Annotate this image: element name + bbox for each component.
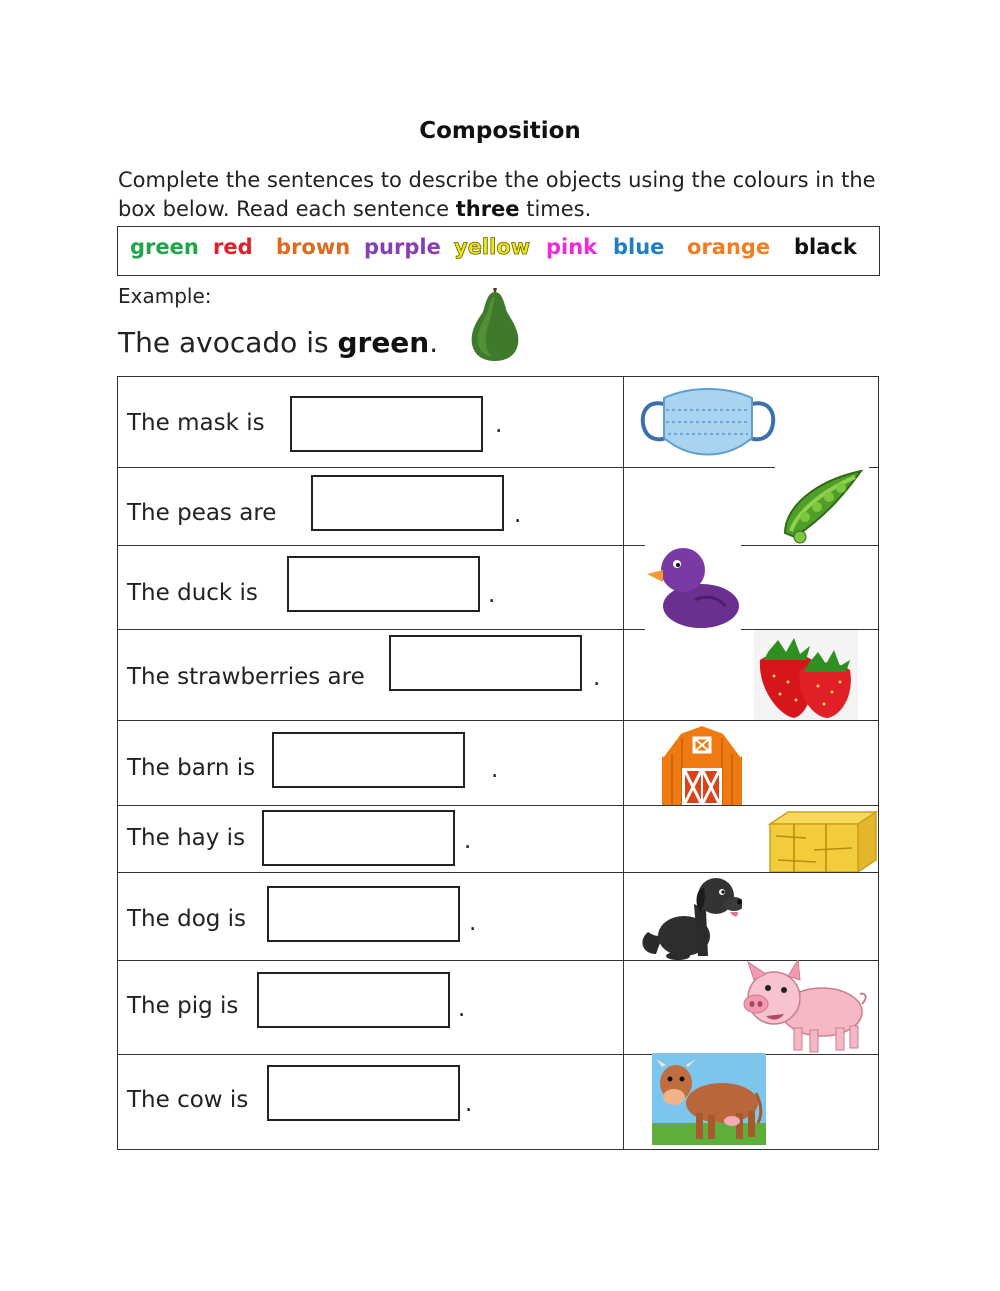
colour-word-black[interactable]: black [794, 235, 857, 259]
answer-box-pig[interactable] [257, 972, 450, 1028]
orange-barn-icon [660, 724, 744, 805]
period: . [469, 910, 477, 936]
row-mask-text: The mask is [127, 410, 265, 436]
colour-word-green[interactable]: green [130, 235, 199, 259]
colour-word-blue[interactable]: blue [613, 235, 665, 259]
row-hay-text: The hay is [127, 825, 246, 851]
period: . [495, 412, 503, 438]
row-peas-text: The peas are [127, 500, 277, 526]
row-strawberries-text: The strawberries are [127, 664, 365, 690]
answer-box-cow[interactable] [267, 1065, 460, 1121]
row-cow-text: The cow is [127, 1087, 249, 1113]
example-period: . [429, 326, 439, 359]
answer-box-strawberries[interactable] [389, 635, 582, 691]
period: . [488, 582, 496, 608]
pea-pod-icon [775, 467, 869, 545]
answer-box-peas[interactable] [311, 475, 504, 531]
colour-word-brown[interactable]: brown [276, 235, 351, 259]
row-pig-text: The pig is [127, 993, 239, 1019]
period: . [514, 502, 522, 528]
instructions-bold: three [455, 197, 520, 221]
period: . [458, 996, 466, 1022]
page-title: Composition [419, 118, 581, 144]
colour-word-yellow[interactable]: yellow [454, 235, 531, 259]
example-answer: green [337, 326, 430, 359]
row-dog-text: The dog is [127, 906, 247, 932]
row-duck-text: The duck is [127, 580, 258, 606]
period: . [465, 1091, 473, 1117]
black-dog-icon [638, 874, 742, 960]
answer-box-dog[interactable] [267, 886, 460, 942]
hay-bale-icon [766, 810, 878, 872]
example-sentence-start: The avocado is [118, 326, 338, 359]
pink-pig-icon [738, 960, 870, 1054]
answer-box-barn[interactable] [272, 732, 465, 788]
answer-box-duck[interactable] [287, 556, 480, 612]
colour-word-red[interactable]: red [213, 235, 253, 259]
answer-box-mask[interactable] [290, 396, 483, 452]
colour-word-orange[interactable]: orange [687, 235, 771, 259]
instructions [118, 166, 908, 224]
instructions-text: Complete the sentences to describe the objects using the colours in the box below. Read each sentence [118, 168, 876, 221]
face-mask-icon [640, 384, 776, 462]
period: . [464, 828, 472, 854]
period: . [491, 757, 499, 783]
colour-word-purple[interactable]: purple [364, 235, 441, 259]
row-barn-text: The barn is [127, 755, 256, 781]
answer-box-hay[interactable] [262, 810, 455, 866]
colour-word-box [117, 226, 880, 276]
example-label: Example: [118, 284, 212, 308]
strawberries-icon [754, 630, 858, 720]
purple-duck-icon [645, 540, 741, 632]
instructions-end: times. [519, 197, 592, 221]
example-sentence [118, 326, 438, 359]
period: . [593, 665, 601, 691]
brown-cow-icon [652, 1053, 766, 1145]
avocado-icon [466, 288, 524, 364]
colour-word-pink[interactable]: pink [546, 235, 598, 259]
